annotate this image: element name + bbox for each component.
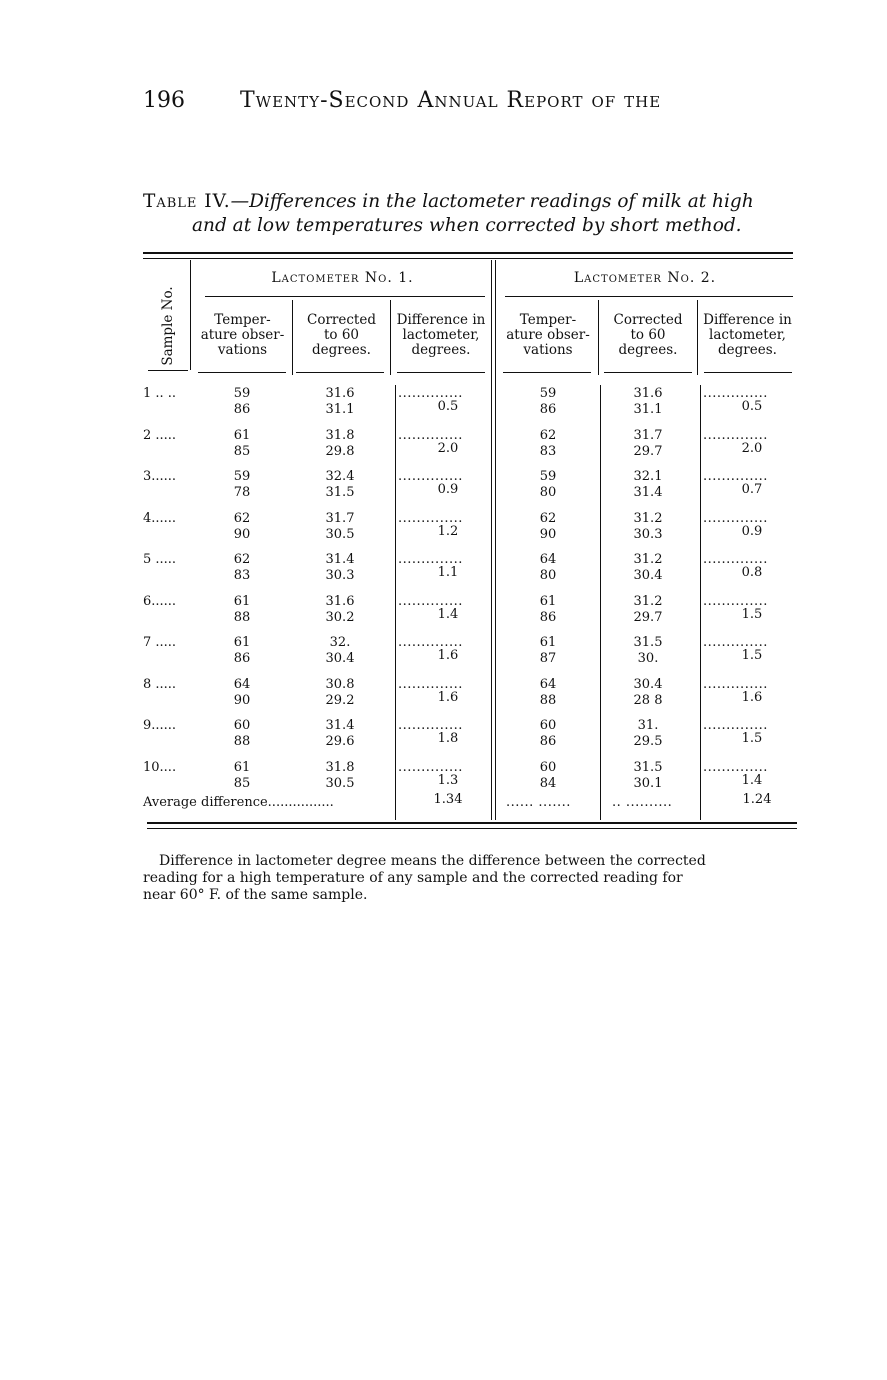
temp-obs-2-low: 90 (539, 527, 557, 542)
leader-dots-1: .............. (398, 469, 463, 484)
difference-1: 1.4 (437, 607, 459, 622)
hdr-underline-3 (397, 372, 485, 373)
table-label: Table IV. (143, 191, 231, 212)
difference-2: 0.8 (741, 565, 763, 580)
corrected-2-b: 31.4 (633, 485, 663, 500)
temp-obs-2-low: 88 (539, 693, 557, 708)
leader-dots-1: .............. (398, 594, 463, 609)
col-corr-2: Corrected to 60 degrees. (613, 312, 683, 358)
difference-1: 1.2 (437, 524, 459, 539)
corrected-2 (618, 718, 678, 750)
corrected-1-a: 31.4 (325, 552, 355, 567)
corrected-1-b: 29.2 (325, 693, 355, 708)
vline-c1b (390, 300, 391, 375)
corrected-1-a: 31.8 (325, 760, 355, 775)
vline-group-2 (495, 260, 496, 820)
corrected-1 (310, 594, 370, 626)
row-label: 9...... (143, 718, 177, 733)
corrected-1-a: 31.7 (325, 511, 355, 526)
temp-obs-1-high: 59 (233, 386, 251, 401)
temp-obs-1-low: 86 (233, 651, 251, 666)
temp-obs-2 (518, 635, 578, 667)
avg-leader-2: .. .......... (612, 795, 673, 810)
temp-obs-1-high: 60 (233, 718, 251, 733)
temp-obs-1 (212, 635, 272, 667)
corrected-2-a: 31.5 (633, 635, 663, 650)
leader-dots-2: .............. (703, 718, 768, 733)
temp-obs-1-high: 61 (233, 760, 251, 775)
leader-dots-1: .............. (398, 386, 463, 401)
temp-obs-1-low: 85 (233, 776, 251, 791)
average-diff-1: 1.34 (433, 792, 463, 807)
corrected-1-a: 31.6 (325, 386, 355, 401)
temp-obs-2-low: 80 (539, 485, 557, 500)
corrected-2-b: 28 8 (633, 693, 663, 708)
corrected-2 (618, 511, 678, 543)
corrected-2-b: 30.3 (633, 527, 663, 542)
corrected-1 (310, 552, 370, 584)
corrected-2-b: 29.7 (633, 610, 663, 625)
leader-dots-2: .............. (703, 594, 768, 609)
temp-obs-1-high: 59 (233, 469, 251, 484)
temp-obs-2-high: 64 (539, 552, 557, 567)
corrected-2-a: 31.2 (633, 594, 663, 609)
row-label: 8 ..... (143, 677, 177, 692)
row-label: 10.... (143, 760, 177, 775)
temp-obs-1-low: 83 (233, 568, 251, 583)
corrected-2-a: 31.2 (633, 552, 663, 567)
row-label: 6...... (143, 594, 177, 609)
corrected-2 (618, 428, 678, 460)
temp-obs-2-low: 84 (539, 776, 557, 791)
temp-obs-1 (212, 594, 272, 626)
corrected-2-b: 30.1 (633, 776, 663, 791)
vline-sample (190, 260, 191, 370)
temp-obs-1-low: 78 (233, 485, 251, 500)
difference-2: 1.4 (741, 773, 763, 788)
footnote-line-2: reading for a high temperature of any sample and the corrected reading for (143, 870, 683, 886)
corrected-1 (310, 386, 370, 418)
leader-dots-2: .............. (703, 428, 768, 443)
sample-no-header: Sample No. (160, 286, 176, 366)
table-bottom-rule-2 (147, 828, 797, 829)
leader-dots-1: .............. (398, 677, 463, 692)
temp-obs-1-high: 61 (233, 428, 251, 443)
difference-2: 0.5 (741, 399, 763, 414)
corrected-2-a: 31. (637, 718, 659, 733)
corrected-1-b: 29.6 (325, 734, 355, 749)
temp-obs-1 (212, 428, 272, 460)
corrected-1-a: 31.4 (325, 718, 355, 733)
corrected-1 (310, 428, 370, 460)
temp-obs-1-low: 90 (233, 693, 251, 708)
caption-text-1: —Differences in the lactometer readings of milk at high (230, 191, 754, 212)
leader-dots-1: .............. (398, 635, 463, 650)
difference-2: 2.0 (741, 441, 763, 456)
corrected-2 (618, 760, 678, 792)
temp-obs-2-high: 61 (539, 594, 557, 609)
difference-1: 1.1 (437, 565, 459, 580)
difference-1: 0.5 (437, 399, 459, 414)
corrected-2 (618, 386, 678, 418)
col-diff-1: Difference in lactometer, degrees. (396, 312, 486, 358)
leader-dots-1: .............. (398, 511, 463, 526)
corrected-1-a: 31.6 (325, 594, 355, 609)
vline-body-c2b (700, 385, 701, 820)
corrected-1 (310, 718, 370, 750)
difference-1: 1.6 (437, 690, 459, 705)
row-label: 2 ..... (143, 428, 177, 443)
corrected-1-a: 31.8 (325, 428, 355, 443)
table-top-rule (143, 252, 793, 254)
group2-underline (505, 296, 793, 297)
table-top-rule-2 (143, 258, 793, 259)
col-temp-1: Temper- ature obser- vations (200, 312, 285, 358)
temp-obs-2-low: 80 (539, 568, 557, 583)
vline-c2a (598, 300, 599, 375)
avg-leader-1: ...... ....... (506, 795, 571, 810)
col-diff-2: Difference in lactometer, degrees. (703, 312, 792, 358)
col-corr-1: Corrected to 60 degrees. (307, 312, 376, 358)
corrected-1-b: 29.8 (325, 444, 355, 459)
temp-obs-1-high: 62 (233, 511, 251, 526)
difference-2: 1.6 (741, 690, 763, 705)
corrected-2-b: 30.4 (633, 568, 663, 583)
lactometer-1-header: Lactometer No. 1. (271, 270, 414, 286)
temp-obs-2-high: 60 (539, 718, 557, 733)
vline-c1a (292, 300, 293, 375)
temp-obs-1 (212, 677, 272, 709)
temp-obs-1 (212, 386, 272, 418)
table-bottom-rule (147, 822, 797, 824)
difference-2: 1.5 (741, 731, 763, 746)
corrected-2 (618, 594, 678, 626)
corrected-2 (618, 677, 678, 709)
temp-obs-1-low: 85 (233, 444, 251, 459)
difference-1: 1.3 (437, 773, 459, 788)
difference-2: 1.5 (741, 607, 763, 622)
leader-dots-2: .............. (703, 552, 768, 567)
corrected-2-b: 29.7 (633, 444, 663, 459)
corrected-2 (618, 552, 678, 584)
hdr-underline-4 (503, 372, 591, 373)
temp-obs-1-low: 88 (233, 734, 251, 749)
leader-dots-1: .............. (398, 760, 463, 775)
table-caption-line1 (143, 191, 754, 212)
temp-obs-2-low: 83 (539, 444, 557, 459)
average-diff-2: 1.24 (742, 792, 772, 807)
temp-obs-2-high: 62 (539, 428, 557, 443)
row-label: 1 .. .. (143, 386, 177, 401)
footnote (143, 853, 800, 904)
difference-2: 0.9 (741, 524, 763, 539)
leader-dots-2: .............. (703, 386, 768, 401)
footnote-line-3: near 60° F. of the same sample. (143, 887, 368, 903)
hdr-underline-2 (296, 372, 384, 373)
corrected-1-b: 30.3 (325, 568, 355, 583)
temp-obs-2 (518, 511, 578, 543)
leader-dots-1: .............. (398, 718, 463, 733)
row-label: 7 ..... (143, 635, 177, 650)
temp-obs-2 (518, 386, 578, 418)
corrected-1-b: 30.5 (325, 527, 355, 542)
temp-obs-2-high: 60 (539, 760, 557, 775)
difference-1: 0.9 (437, 482, 459, 497)
temp-obs-2 (518, 760, 578, 792)
leader-dots-1: .............. (398, 552, 463, 567)
corrected-2 (618, 469, 678, 501)
leader-dots-1: .............. (398, 428, 463, 443)
table-caption-line2: and at low temperatures when corrected by short method. (192, 215, 742, 236)
corrected-1-b: 30.2 (325, 610, 355, 625)
corrected-1 (310, 635, 370, 667)
lactometer-2-header: Lactometer No. 2. (573, 270, 717, 286)
average-label: Average difference................ (143, 795, 334, 810)
corrected-1-a: 32. (329, 635, 351, 650)
group1-underline (205, 296, 485, 297)
temp-obs-1-high: 62 (233, 552, 251, 567)
row-label: 4...... (143, 511, 177, 526)
difference-1: 1.8 (437, 731, 459, 746)
temp-obs-1-low: 86 (233, 402, 251, 417)
corrected-1 (310, 760, 370, 792)
corrected-1-b: 31.5 (325, 485, 355, 500)
temp-obs-2 (518, 594, 578, 626)
temp-obs-1-low: 90 (233, 527, 251, 542)
corrected-1 (310, 677, 370, 709)
temp-obs-2-high: 62 (539, 511, 557, 526)
hdr-underline-6 (704, 372, 792, 373)
temp-obs-1 (212, 760, 272, 792)
temp-obs-1-high: 61 (233, 594, 251, 609)
corrected-2-b: 30. (637, 651, 659, 666)
corrected-1-b: 31.1 (325, 402, 355, 417)
running-title: Twenty-Second Annual Report of the (240, 88, 662, 113)
temp-obs-2 (518, 552, 578, 584)
difference-1: 2.0 (437, 441, 459, 456)
vline-body-c2a (600, 385, 601, 820)
corrected-2 (618, 635, 678, 667)
temp-obs-1-high: 64 (233, 677, 251, 692)
hdr-underline-1 (198, 372, 286, 373)
temp-obs-2-low: 86 (539, 402, 557, 417)
corrected-1-b: 30.4 (325, 651, 355, 666)
corrected-2-a: 32.1 (633, 469, 663, 484)
page-number: 196 (143, 88, 185, 113)
vline-body-c1b (395, 385, 396, 820)
temp-obs-2-high: 64 (539, 677, 557, 692)
col-temp-2: Temper- ature obser- vations (506, 312, 590, 358)
leader-dots-2: .............. (703, 760, 768, 775)
corrected-1 (310, 511, 370, 543)
corrected-2-a: 30.4 (633, 677, 663, 692)
temp-obs-2 (518, 428, 578, 460)
corrected-2-a: 31.2 (633, 511, 663, 526)
temp-obs-1-high: 61 (233, 635, 251, 650)
leader-dots-2: .............. (703, 677, 768, 692)
temp-obs-1 (212, 718, 272, 750)
corrected-1-a: 30.8 (325, 677, 355, 692)
leader-dots-2: .............. (703, 635, 768, 650)
leader-dots-2: .............. (703, 511, 768, 526)
leader-dots-2: .............. (703, 469, 768, 484)
hdr-underline-sample (148, 370, 188, 371)
temp-obs-2-low: 86 (539, 610, 557, 625)
corrected-1 (310, 469, 370, 501)
difference-2: 1.5 (741, 648, 763, 663)
row-label: 3...... (143, 469, 177, 484)
temp-obs-1 (212, 552, 272, 584)
footnote-line-1: Difference in lactometer degree means the difference between the corrected (159, 853, 706, 869)
difference-1: 1.6 (437, 648, 459, 663)
corrected-1-b: 30.5 (325, 776, 355, 791)
temp-obs-2-high: 61 (539, 635, 557, 650)
corrected-1-a: 32.4 (325, 469, 355, 484)
temp-obs-2 (518, 677, 578, 709)
temp-obs-2-low: 86 (539, 734, 557, 749)
temp-obs-2-high: 59 (539, 469, 557, 484)
corrected-2-a: 31.7 (633, 428, 663, 443)
temp-obs-1 (212, 469, 272, 501)
difference-2: 0.7 (741, 482, 763, 497)
corrected-2-a: 31.6 (633, 386, 663, 401)
temp-obs-2-low: 87 (539, 651, 557, 666)
hdr-underline-5 (604, 372, 692, 373)
temp-obs-2 (518, 469, 578, 501)
corrected-2-b: 31.1 (633, 402, 663, 417)
temp-obs-2-high: 59 (539, 386, 557, 401)
row-label: 5 ..... (143, 552, 177, 567)
vline-group-1 (491, 260, 492, 820)
corrected-2-a: 31.5 (633, 760, 663, 775)
vline-c2b (697, 300, 698, 375)
temp-obs-1-low: 88 (233, 610, 251, 625)
temp-obs-2 (518, 718, 578, 750)
temp-obs-1 (212, 511, 272, 543)
corrected-2-b: 29.5 (633, 734, 663, 749)
